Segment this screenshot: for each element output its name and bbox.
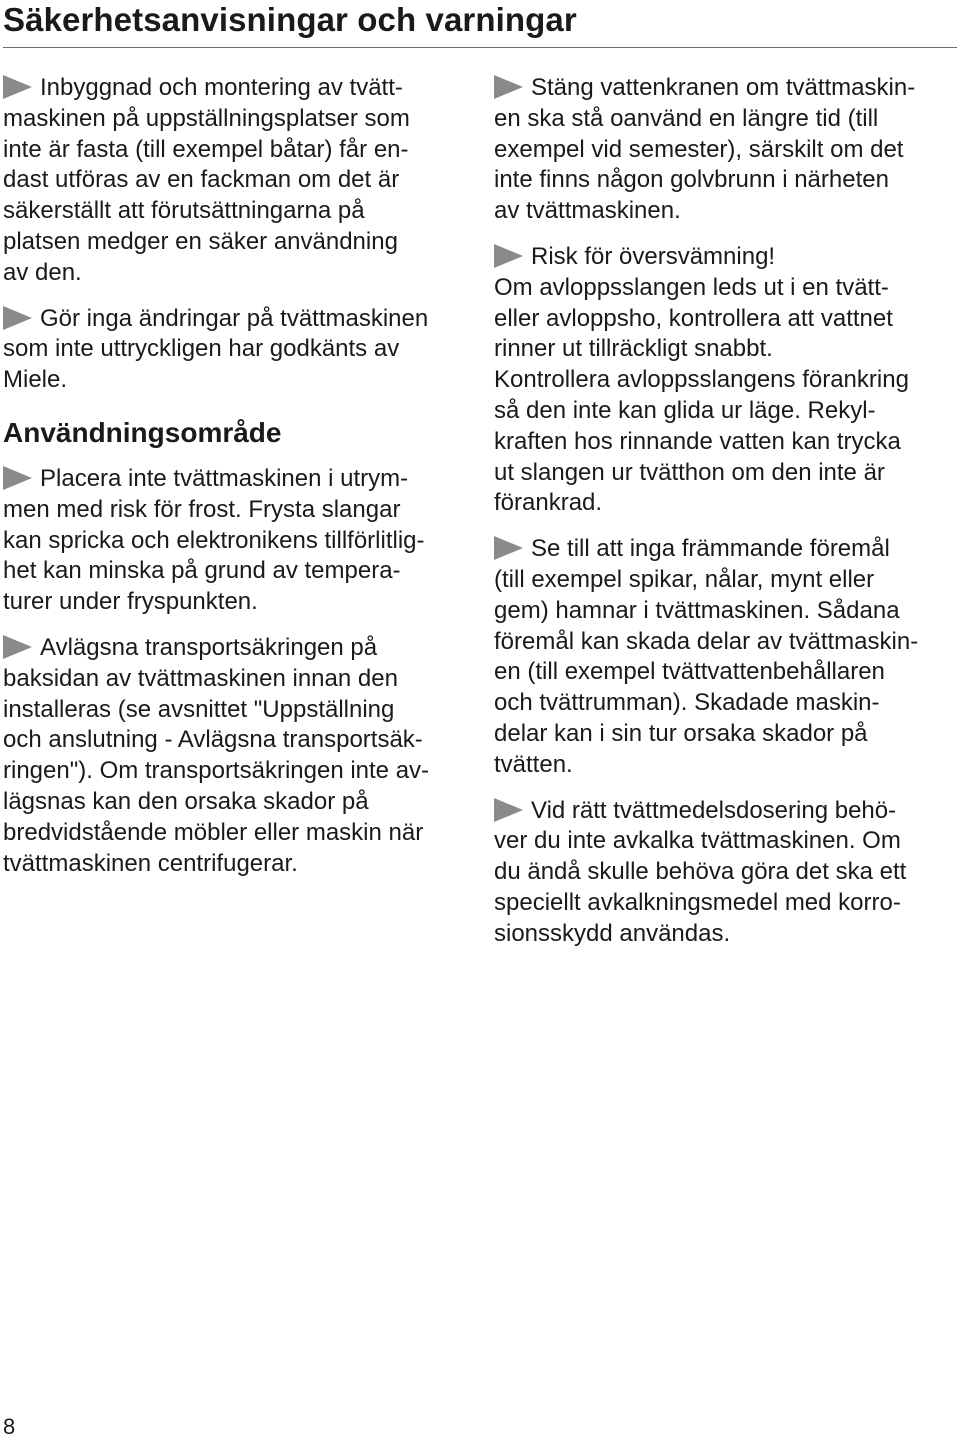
text-line <box>3 664 473 695</box>
line-text: delar kan i sin tur orsaka skador på <box>494 719 868 747</box>
text-line <box>494 396 954 427</box>
warning-paragraph <box>3 633 473 879</box>
text-line <box>494 750 954 781</box>
text-line <box>494 135 954 166</box>
page-number: 8 <box>3 1414 16 1439</box>
text-line <box>3 258 473 289</box>
line-text: kan spricka och elektronikens tillförlitlig- <box>3 526 425 554</box>
right-column <box>494 73 954 965</box>
line-text: Risk för översvämning! <box>531 242 776 270</box>
line-text: inte finns någon golvbrunn i närheten <box>494 166 889 194</box>
text-line <box>494 657 954 688</box>
text-line <box>3 756 473 787</box>
warning-paragraph <box>3 464 473 618</box>
line-text: rinner ut tillräckligt snabbt. <box>494 335 773 363</box>
line-text: säkerställt att förutsättningarna på <box>3 197 365 225</box>
warning-paragraph <box>494 242 954 519</box>
line-text: av den. <box>3 258 82 286</box>
text-line <box>3 587 473 618</box>
text-line <box>3 365 473 396</box>
line-text: du ändå skulle behöva göra det ska ett <box>494 858 907 886</box>
text-line <box>494 627 954 658</box>
triangle-arrow-icon <box>3 466 32 490</box>
text-line <box>3 633 473 664</box>
triangle-arrow-icon <box>3 635 32 659</box>
text-line <box>3 227 473 258</box>
line-text: Om avloppsslangen leds ut i en tvätt- <box>494 273 889 301</box>
text-line <box>494 565 954 596</box>
line-text: en (till exempel tvättvattenbehållaren <box>494 658 885 686</box>
page-title: Säkerhetsanvisningar och varningar <box>3 1 577 38</box>
line-text: inte är fasta (till exempel båtar) får en- <box>3 135 409 163</box>
line-text: sionsskydd användas. <box>494 919 731 947</box>
line-text: (till exempel spikar, nålar, mynt eller <box>494 565 875 593</box>
text-line <box>494 242 954 273</box>
line-text: Avlägsna transportsäkringen på <box>40 633 378 661</box>
text-line <box>3 334 473 365</box>
line-text: tvättmaskinen centrifugerar. <box>3 849 298 877</box>
line-text: Miele. <box>3 366 68 394</box>
text-line <box>494 888 954 919</box>
text-line <box>3 495 473 526</box>
text-line <box>494 719 954 750</box>
text-line <box>494 165 954 196</box>
text-line <box>494 857 954 888</box>
line-text: bredvidstående möbler eller maskin när <box>3 818 424 846</box>
line-text: maskinen på uppställningsplatser som <box>3 104 410 132</box>
text-line <box>3 73 473 104</box>
warning-paragraph <box>494 796 954 950</box>
warning-paragraph <box>3 304 473 396</box>
triangle-arrow-icon <box>494 798 523 822</box>
text-line <box>3 849 473 880</box>
line-text: het kan minska på grund av tempera- <box>3 557 401 585</box>
text-line <box>494 826 954 857</box>
text-line <box>3 304 473 335</box>
text-line <box>3 135 473 166</box>
text-line <box>3 556 473 587</box>
text-line <box>494 104 954 135</box>
section-heading: Användningsområde <box>3 416 282 448</box>
text-line <box>494 365 954 396</box>
text-line <box>3 165 473 196</box>
text-line <box>3 196 473 227</box>
line-text: förankrad. <box>494 489 603 517</box>
warning-paragraph <box>494 73 954 227</box>
text-line <box>3 787 473 818</box>
line-text: föremål kan skada delar av tvättmaskin- <box>494 627 919 655</box>
line-text: Placera inte tvättmaskinen i utrym- <box>40 464 409 492</box>
line-text: Gör inga ändringar på tvättmaskinen <box>40 304 429 332</box>
text-line <box>494 796 954 827</box>
line-text: Vid rätt tvättmedelsdosering behö- <box>531 796 897 824</box>
line-text: exempel vid semester), särskilt om det <box>494 135 904 163</box>
line-text: Kontrollera avloppsslangens förankring <box>494 366 909 394</box>
line-text: eller avloppsho, kontrollera att vattnet <box>494 304 893 332</box>
line-text: av tvättmaskinen. <box>494 197 681 225</box>
text-line <box>494 334 954 365</box>
line-text: baksidan av tvättmaskinen innan den <box>3 664 398 692</box>
text-line <box>494 688 954 719</box>
text-line <box>494 73 954 104</box>
warning-paragraph <box>3 73 473 289</box>
line-text: Inbyggnad och montering av tvätt- <box>40 74 403 101</box>
left-column <box>3 73 473 894</box>
text-line <box>494 534 954 565</box>
warning-paragraph <box>494 534 954 780</box>
line-text: Se till att inga främmande föremål <box>531 535 890 563</box>
text-line <box>494 304 954 335</box>
line-text: som inte uttryckligen har godkänts av <box>3 335 400 363</box>
line-text: Stäng vattenkranen om tvättmaskin- <box>531 74 916 101</box>
text-line <box>494 427 954 458</box>
line-text: dast utföras av en fackman om det är <box>3 166 400 194</box>
line-text: tvätten. <box>494 750 573 778</box>
line-text: gem) hamnar i tvättmaskinen. Sådana <box>494 596 900 624</box>
text-line <box>3 464 473 495</box>
line-text: en ska stå oanvänd en längre tid (till <box>494 104 879 132</box>
line-text: installeras (se avsnittet "Uppställning <box>3 695 395 723</box>
line-text: ut slangen ur tvätthon om den inte är <box>494 458 885 486</box>
triangle-arrow-icon <box>494 244 523 268</box>
line-text: men med risk för frost. Frysta slangar <box>3 495 401 523</box>
line-text: ver du inte avkalka tvättmaskinen. Om <box>494 827 901 855</box>
text-line <box>3 818 473 849</box>
line-text: och anslutning - Avlägsna transportsäk- <box>3 726 423 754</box>
text-line <box>494 196 954 227</box>
triangle-arrow-icon <box>3 306 32 330</box>
text-line <box>3 725 473 756</box>
text-line <box>3 695 473 726</box>
text-line <box>3 526 473 557</box>
line-text: lägsnas kan den orsaka skador på <box>3 787 369 815</box>
text-line <box>494 458 954 489</box>
triangle-arrow-icon <box>494 75 523 99</box>
title-divider <box>3 47 957 48</box>
triangle-arrow-icon <box>494 536 523 560</box>
text-line <box>3 104 473 135</box>
text-line <box>494 596 954 627</box>
line-text: så den inte kan glida ur läge. Rekyl- <box>494 396 876 424</box>
line-text: och tvättrumman). Skadade maskin- <box>494 689 880 717</box>
line-text: platsen medger en säker användning <box>3 227 398 255</box>
text-line <box>494 273 954 304</box>
line-text: turer under fryspunkten. <box>3 588 258 616</box>
line-text: ringen"). Om transportsäkringen inte av- <box>3 757 430 785</box>
text-line <box>494 919 954 950</box>
line-text: kraften hos rinnande vatten kan trycka <box>494 427 901 455</box>
text-line <box>494 488 954 519</box>
triangle-arrow-icon <box>3 75 32 99</box>
line-text: speciellt avkalkningsmedel med korro- <box>494 888 901 916</box>
